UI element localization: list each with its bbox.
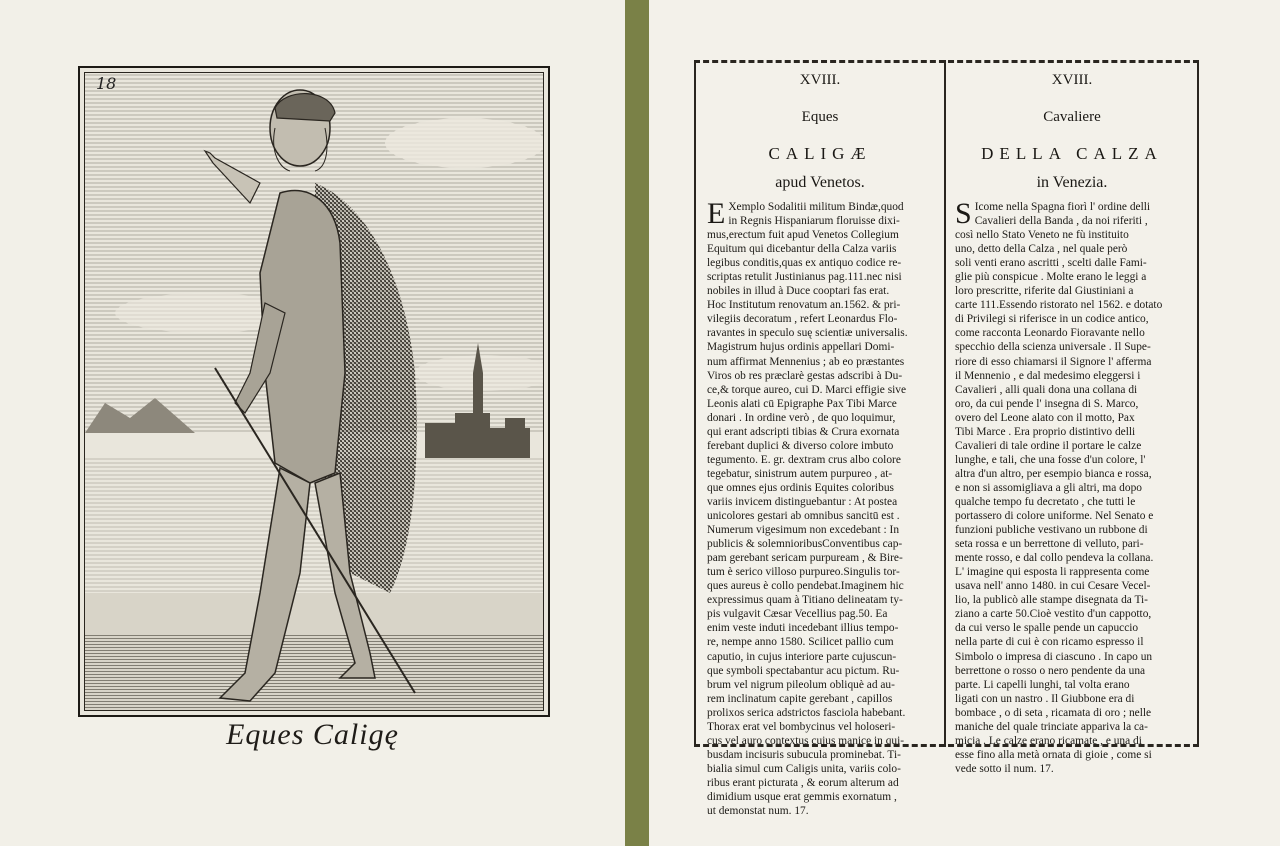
italian-text-line: ligati con un nastro . Il Giubbone era di [955,692,1135,705]
italian-text-line: L' imagine qui esposta li rappresenta come [955,566,1150,579]
latin-text-line: variis invicem distinguebantur : At postea [707,495,898,508]
latin-body-text [707,197,937,818]
latin-text-line: prolixos serica adstrictos fasciola habebant. [707,706,906,719]
italian-text-line: altra d'un altro, per esempio bianca e rossa, [955,467,1152,480]
italian-text-line: uno, detto della Calza , nel quale però [955,243,1128,256]
plate-caption: Eques Caligę [226,718,399,751]
left-page [0,0,625,846]
latin-title-line2: CALIGÆ [768,144,872,163]
italian-text-line: lio, la publicò alle stampe disegnata da Ti- [955,594,1148,607]
italian-text-line: Cavalieri della Banda , da noi riferiti , [974,215,1148,228]
italian-text-line: overo del Leone alato con il motto, Pax [955,411,1135,424]
italian-section-number: XVIII. [1051,72,1093,88]
latin-text-line: Xemplo Sodalitii militum Bindæ,quod [728,201,904,213]
latin-text-line: donari . In ordine verò , de quo loquimur, [707,411,896,424]
latin-text-line: re, nempe anno 1580. Scilicet pallio cum [707,636,894,649]
latin-section-number: XVIII. [799,72,841,88]
italian-text-line: usava nell' anno 1480. in cui Cesare Vecel- [955,580,1151,593]
italian-text-line: specchio della scienza universale . Il Supe- [955,341,1151,354]
latin-text-line: expressimus quam à Titiano delineatam ty- [707,594,903,607]
latin-text-line: nobiles in illud à Duce cooptari fas erat. [707,285,890,298]
latin-text-line: busdam incisuris subucula prominebat. Ti- [707,748,901,761]
latin-text-line: ferebant duplici & diverso colore imbuto [707,439,894,452]
latin-text-line: ribus erant picturata , & eorum alterum ad [707,776,899,789]
italian-title-line1: Cavaliere [1043,109,1101,125]
latin-text-line: que symboli spectabantur acu pictum. Ru- [707,664,900,677]
latin-text-line: que omnes ejus ordinis Equites coloribus [707,481,894,494]
column-divider [944,60,946,747]
latin-text-line: publicis & solemnioribusConventibus cap- [707,538,903,551]
italian-text-line: come racconta Leonardo Fioravante nello [955,327,1145,340]
italian-text-line: esse fino alla metà ornata di gioie , come si [955,748,1152,761]
italian-text-line: carte 111.Essendo ristorato nel 1562. e dotato [955,299,1163,312]
italian-text-line: berrettone o rosso o nero pendente da una [955,664,1146,677]
plate-number: 18 [96,74,117,93]
latin-text-line: rem inclinatum capite gerebant , capillos [707,692,893,705]
italian-dropcap: S [955,197,972,230]
italian-text-line: loro prescritte, riferite dal Giustiniani a [955,285,1134,298]
italian-text-line: così nello Stato Veneto ne fù instituito [955,229,1129,242]
latin-text-line: in Regnis Hispaniarum floruisse dixi- [728,215,900,228]
italian-text-line: ziano a carte 50.Cioè vestito d'un cappotto, [955,608,1152,621]
italian-text-line: mente rosso, e dal collo pendeva la collana. [955,552,1154,565]
latin-text-line: tegebatur, sinistrum autem purpureo , at- [707,467,893,480]
italian-column-header [951,64,1193,192]
italian-text-line: nella parte di cui è con ricamo espresso il [955,636,1144,649]
italian-text-line: riore di esso chiamarsi il Signore l' afferma [955,355,1152,368]
italian-text-line: Simbolo o impresa di ciascuno . In capo un [955,650,1153,663]
latin-text-line: dimidium usque erat gemmis exornatum , [707,790,897,803]
italian-text-line: qualche tempo fu decretato , che tutti le [955,495,1136,508]
latin-text-line: Viros ob res præclarè gestas adscribi à Du- [707,369,903,382]
italian-text-line: portassero di colore uniforme. Nel Senato e [955,510,1154,523]
latin-text-line: ques aureus è collo pendebat.Imaginem hic [707,580,904,593]
latin-text-line: Equitum qui dicebantur della Calza variis [707,243,897,256]
italian-text-line: bombace , o di seta , ricamata di oro ; nelle [955,706,1152,719]
italian-text-line: Icome nella Spagna fiorì l' ordine delli [974,201,1151,213]
latin-text-line: mus,erectum fuit apud Venetos Collegium [707,229,899,242]
latin-column-header [701,64,939,192]
italian-text-line: lunghe, e tali, che una fosse d'un colore, l' [955,453,1146,466]
italian-body-text [955,197,1191,776]
italian-text-line: vede sotto il num. 17. [955,762,1054,775]
latin-text-line: ut demonstat num. 17. [707,805,809,818]
latin-text-line: enim veste induti incedebant illius tempo- [707,622,899,635]
italian-text-line: Cavalieri , alli quali dona una collana di [955,383,1138,396]
latin-dropcap: E [707,197,726,230]
italian-text-line: oro, da cui pende l' insegna di S. Marco, [955,397,1139,410]
italian-title-line3: in Venezia. [1036,174,1108,191]
latin-text-line: ravantes in speculo suę scientiæ universalis. [707,327,908,340]
engraving-illustration [85,73,544,711]
italian-text-line: glie più conspicue . Molte erano le leggi a [955,271,1147,284]
italian-text-line: Tibi Marce . Era proprio distintivo delli [955,425,1136,438]
italian-text-line: il Mennenio , e dal medesimo eleggersi i [955,369,1141,382]
latin-text-line: ce,& torque aureo, cui D. Marci effigie sive [707,383,907,396]
italian-text-line: di Privilegi si riferisce in un codice antico, [955,313,1149,326]
engraving-plate [78,66,550,717]
latin-text-line: caputio, in cujus interiore parte cujuscun- [707,650,897,663]
latin-text-line: vilegiis decoratum , refert Leonardus Flo- [707,313,898,326]
latin-text-line: tum è serico villoso purpureo.Singulis tor- [707,566,900,579]
latin-text-line: Magistrum hujus ordinis appellari Domi- [707,341,895,354]
latin-text-line: cus vel auro contextus cujus manicę in qui- [707,734,905,747]
italian-title-line2: DELLA CALZA [981,144,1163,163]
latin-text-line: Numerum vigesimum non excedebant : In [707,524,900,537]
latin-text-line: Hoc Institutum renovatum an.1562. & pri- [707,299,901,312]
italian-text-line: micia . Le calze erano ricamate , e una di [955,734,1142,747]
latin-text-line: num affirmat Mennenius ; ab eo præstantes [707,355,905,368]
latin-text-line: brum vel nigrum pileolum obliquè ad au- [707,678,895,691]
latin-text-line: legibus conditis,quas ex antiquo codice re- [707,257,902,270]
italian-text-line: maniche del quale trinciate appariva la ca- [955,720,1148,733]
italian-text-line: Cavalieri di tale ordine il portare le calze [955,439,1142,452]
latin-text-line: pam gerebant sericam purpuream , & Bire- [707,552,903,565]
italian-text-line: parte. Li capelli lunghi, tal volta erano [955,678,1130,691]
latin-text-line: Leonis alati cū Epigraphe Pax Tibi Marce [707,397,897,410]
latin-text-line: pis vulgavit Cæsar Vecellius pag.50. Ea [707,608,888,621]
latin-title-line1: Eques [801,109,839,125]
latin-text-line: scriptas retulit Justinianus pag.111.nec nisi [707,271,902,284]
latin-text-line: qui erant adscripti tibias & Crura exornata [707,425,900,438]
latin-text-line: bialia simul cum Caligis unita, variis colo- [707,762,901,775]
latin-text-line: Thorax erat vel bombycinus vel holoseri- [707,720,896,733]
latin-title-line3: apud Venetos. [775,174,865,191]
italian-text-line: funzioni publiche vestivano un rubbone di [955,524,1148,537]
italian-text-line: da cui verso le spalle pende un capuccio [955,622,1139,635]
latin-text-line: tegumento. E. gr. dextram crus albo colore [707,453,901,466]
book-gutter [625,0,649,846]
italian-text-line: seta rossa e un berrettone di velluto, pari- [955,538,1144,551]
italian-text-line: e non si assomigliava a gli altri, ma dopo [955,481,1142,494]
latin-text-line: unicolores gestari ab omnibus sancitū est . [707,510,900,523]
italian-text-line: soli venti erano ascritti , scelti dalle Fami- [955,257,1147,270]
right-page [649,0,1280,846]
